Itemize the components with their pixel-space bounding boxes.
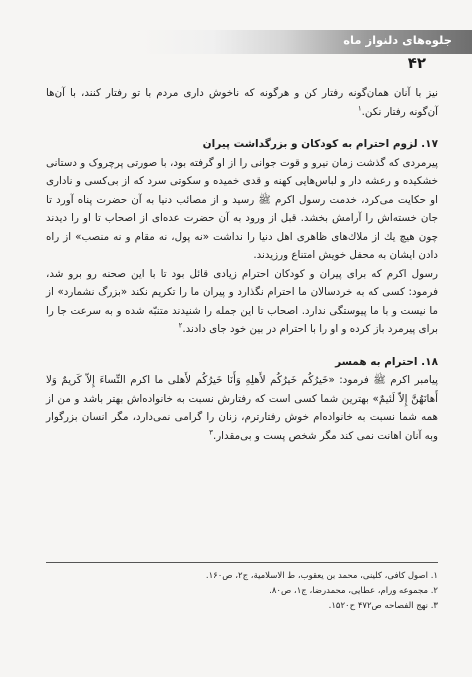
running-header-title: جلوه‌های دلنواز ماه <box>343 33 452 47</box>
section-17-paragraph-1: پیرمردی که گذشت زمان نیرو و قوت جوانی را از او گرفته بود، با صورتی پرچروک و دستانی خشکیده و رعشه دار و لباس‌هایی کهنه و قدی خمیده و سکوتی سرد که از بی‌کسی و ناداری او حکایت می‌کرد، خدمت رسول اکرم ﷺ رسید و از مصائب دنیا به آن حضرت پناه آورد تا جان خسته‌اش را آرامش بخشد. قبل از ورود به آن حضرت عده‌ای از اصحاب تا او را دیدند چون هیچ یك از ملاك‌های ظاهری اهل دنیا را نداشت «نه پول، نه مقام و نه منصب» از راه دادن ایشان به محفل خویش امتناع ورزیدند. <box>46 156 438 261</box>
section-heading-17: ۱۷. لزوم احترام به کودکان و بزرگداشت پیران <box>202 138 438 150</box>
page-body <box>46 84 438 445</box>
footnote-2: ۲. مجموعه ورام، عطایی، محمدرضا، ج۱، ص۸۰. <box>269 586 438 596</box>
section-heading-18: ۱۸. احترام به همسر <box>335 355 438 368</box>
footnote-ref: ۱ <box>357 104 362 113</box>
footnote-ref: ۲ <box>178 321 183 330</box>
footnote-3: ۳. نهج الفصاحه ص۴۷۲ ح۱۵۲۰. <box>328 601 438 611</box>
page-number: ۴۲ <box>407 54 426 72</box>
footnote-ref: ۳ <box>209 428 213 437</box>
section-17-paragraph-2: رسول اکرم که برای پیران و کودکان احترام زیادی قائل بود تا با این صحنه رو برو شد، فرمود: کسی که به خردسالان ما احترام نگذارد و پیران ما را تکریم نکند «بزرگ نشمارد» از ما نیست و با ما پیوستگی ندارد. اصحاب تا این جمله را شنیدند متنبّه شده و به سرعت جا را برای پیرمرد باز کرده و او را با احترام در بین خود جای دادند.$^۲$ <box>46 267 438 335</box>
footnote-1: ۱. اصول کافی، کلینی، محمد بن یعقوب، ط الاسلامیة، ج۲، ص۱۶۰. <box>205 571 438 581</box>
intro-paragraph: نیز با آنان همان‌گونه رفتار کن و هرگونه که ناخوش داری مردم با تو رفتار کنند، با آن‌ها آن‌گونه رفتار نکن.$^۱$ <box>46 87 438 118</box>
footnotes <box>46 562 438 614</box>
section-18-paragraph-1: پیامبر اکرم ﷺ فرمود: «خَیرُکُم خَیرُکُم لأَهلِهِ وَأَنَا خَیرُکُم لأَهلی ما اکرم النِّساءَ إِلاّ کَریمٌ وَلا أَهانَهُنَّ إِلاّ لَئیمٌ» بهترین شما کسی است که رفتارش نسبت به خانواده‌اش بهتر باشد و من از همه شما نسبت به خانواده‌ام خوش رفتارترم، زنان را گرامی نمی‌دارد، مگر انسان بزرگوار وبه آنان اهانت نمی کند مگر شخص پست و بی‌مقدار.$^۳$ <box>46 374 438 442</box>
